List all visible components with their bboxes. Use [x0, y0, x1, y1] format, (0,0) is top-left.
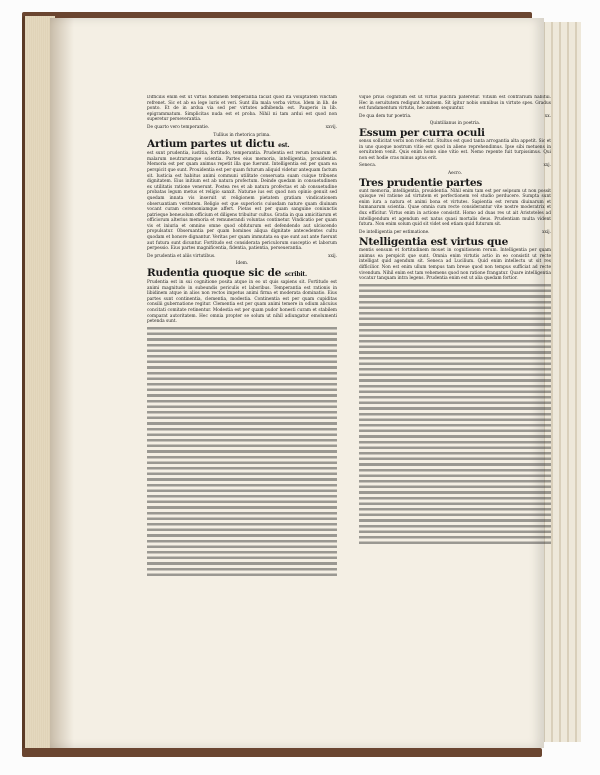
left-reference-2	[147, 254, 337, 260]
right-text-column	[359, 95, 551, 723]
left-heading-2	[147, 268, 337, 280]
left-heading-2-rest: scribit.	[284, 271, 307, 279]
right-ref2-number: xxj.	[543, 163, 551, 169]
right-reference-1	[359, 114, 551, 120]
right-ref3-number: xxij.	[542, 229, 551, 235]
left-body-paragraph-1	[147, 151, 337, 252]
left-ref2-number: xxij.	[328, 253, 337, 259]
right-ref3-title: De intelligentia per estimatione.	[359, 229, 430, 235]
right-ref2-title: Seneca.	[359, 163, 377, 169]
left-ref2-author: Idem.	[235, 261, 249, 267]
left-text-lines	[147, 327, 337, 577]
left-heading-1-text: Artium partes ut dictu	[147, 138, 275, 151]
left-ref1-number: xxvij.	[325, 124, 337, 130]
right-reference-2	[359, 163, 551, 169]
right-heading-2-text: Tres prudentie partes	[359, 176, 483, 189]
left-heading-1-rest: est.	[278, 142, 290, 150]
right-heading-2	[359, 178, 551, 189]
right-ref1-number: xx.	[544, 113, 551, 119]
right-body-paragraph-3	[359, 248, 551, 282]
right-text-lines	[359, 284, 551, 544]
right-ref1-author: Quintilianus in poetria.	[429, 121, 481, 127]
left-body-1-text: est sunt prudentia, iustitia, fortitudo, temperantia. Prudentia est rerum bonarum et malarum neutrarumque scientia. Partes eius memoria, intelligentia, prouidentia. Memoria est per quam animus repetit illa que fuerunt. Intelligentia est per quam ea perspicit que sunt. Prouidentia est per quam futurum aliquid videtur antequam factum sit. Iusticia est habitus animi communi utilitate conseruata suam cuique tribuens dignitatem. Eius initium est ab natura profectum. Deinde quedam in consuetudinem ex utilitatis ratione venerunt. Postea res et ab natura profectas et ab consuetudine probatas legum metus et religio sanxit. Naturae ius est quod non opinio genuit sed quedam innata vis inseruit ut religionem pietatem gratiam vindicationem obseruantiam veritatem. Religio est que superioris cuiusdam nature quam diuinam vocant curam ceremoniamque affert. Pietas est per quam sanguine coniunctis patrieque beneuolum officium et diligens tribuitur cultus. Gratia in qua amicitiarum et officiorum alterius memoria et remunerandi voluntas continetur. Vindicatio per quam vis et iniuria et omnino omne quod obfuturum est defendendo aut ulciscendo propulsatur. Obseruantia per quam homines aliqua dignitate antecedentes cultu quodam et honore dignantur. Veritas per quam immutata ea que sunt aut ante fuerunt aut futura sunt dicuntur. Fortitudo est considerata periculorum susceptio et laborum perpessio. Eius partes magnificentia, fidentia, patientia, perseuerantia.	[147, 151, 337, 252]
left-heading-1	[147, 139, 337, 151]
page-gutter-shadow	[50, 18, 74, 748]
book-cover-bottom	[22, 748, 542, 757]
right-body-paragraph-2	[359, 189, 551, 228]
left-reference-1	[147, 125, 337, 131]
right-body-1-text: sensu sollicitat verbi non reflectat. Stultus est quod tanta arrogantia alta appetit. Sic et in uno quoque nostrum vitio est quod in alieno reprehendimus. Ipse sibi metuens in seruitutem venit. Quis enim homo sine vitio est. Nemo repente fuit turpissimus. Qui non est hodie cras minus aptus erit.	[359, 138, 551, 161]
right-intro-text: vique prius cognitum est ut virtus pulchra pateretur. Vitium est contrarium habitui. Hec in seruitutem redigunt hominem. Sit igitur nobis omnibus in virtute spes. Gradus est fundamentum virtutis, hec autem sequuntur.	[359, 95, 551, 112]
left-body-paragraph-2	[147, 280, 337, 325]
right-intro-paragraph	[359, 95, 551, 112]
left-ref1-author: Tullius in rhetorica prima.	[213, 132, 271, 138]
left-intro-paragraph	[147, 95, 337, 123]
right-heading-1-text: Essum per curra oculi	[359, 126, 485, 139]
left-heading-2-text: Rudentia quoque sic de	[147, 267, 282, 280]
left-intro-text: Difficilis enim est ut virtus hominem temperantia faciat quod ita voluptatem vinctam refrenet. Sic et ab ea lege iuris et veri. Sunt illa mala verba virtus. Idem in lib. de ponto. Et de in ardua via sed per virtutes adhibenda est. Pauperis in lib. epigrammatum. Simplicitas nuda est et proba. Nihil ni tam ardui est quod non superetur perseverantia.	[147, 95, 337, 123]
left-body-2-text: Prudentia est in sui cognitione posita atque in eo ut quis sapiens sit. Fortitudo est animi magnitudo in subeundis periculis et laboribus. Temperantia est rationis in libidinem atque in alios non rectos impetus animi firma et moderata dominatio. Eius partes sunt continentia, clementia, modestia. Continentia est per quam cupiditas consilii gubernatione regitur. Clementia est per quam animi temere in odium alicuius concitati comitate retinentur. Modestia est per quam pudor honesti curam et stabilem comparat autoritatem. Hec omnia propter se solum ut nihil adiungatur emolumenti petenda sunt.	[147, 280, 337, 325]
right-heading-3	[359, 237, 551, 248]
right-heading-1	[359, 128, 551, 139]
right-heading-3-text: Ntelligentia est virtus que	[359, 236, 509, 249]
left-text-column	[147, 95, 337, 723]
left-ref2-title: De prudentia et aliis virtutibus.	[147, 253, 216, 259]
right-body-3-text: mentis sensum et fortitudinem mouet in cognitionem rerum. Intelligentia per quam animus ea perspicit que sunt. Omnia enim virtutis actio in eo consistit ut recte intelligat quid agendum sit. Seneca ad Lucilium. Quid enim intellectu ut sit res difficilior. Non est enim ullum tempus tam breue quod non tempus sufficiat ad recte vivendum. Nihil enim est tam vehemens quod non ratione frangatur. Quare intelligentia vocatur tanquam intra legens. Prudentia enim est ut alia quedam fortior.	[359, 248, 551, 282]
right-reference-3	[359, 230, 551, 236]
left-ref1-title: De quarto vero temperantie.	[147, 124, 210, 130]
right-ref1-title: De qua dem tur poetria.	[359, 113, 412, 119]
right-body-paragraph-1	[359, 139, 551, 161]
right-ref2-author: Aecro.	[448, 170, 462, 176]
right-body-2-text: sunt memoria, intelligentia, prouidentia. Nihil enim tam est per seipsum ut non possit quisque vel ratione ad virtutem et perfectionem vel studio perducere. Sumpta sunt enim iura a natura et animi bona et virtutes. Sapientia est rerum diuinarum et humanarum scientia. Quae omnia cum recte considerantur vite nostre moderatrix et dux efficitur. Virtus enim in actione consistit. Homo ad duas res ut ait Aristoteles ad intelligendum et agendum est natus quasi mortalis deus. Prudentiam multa vident futura. Non enim solum quid sit videt sed etiam quid futurum sit.	[359, 188, 551, 228]
